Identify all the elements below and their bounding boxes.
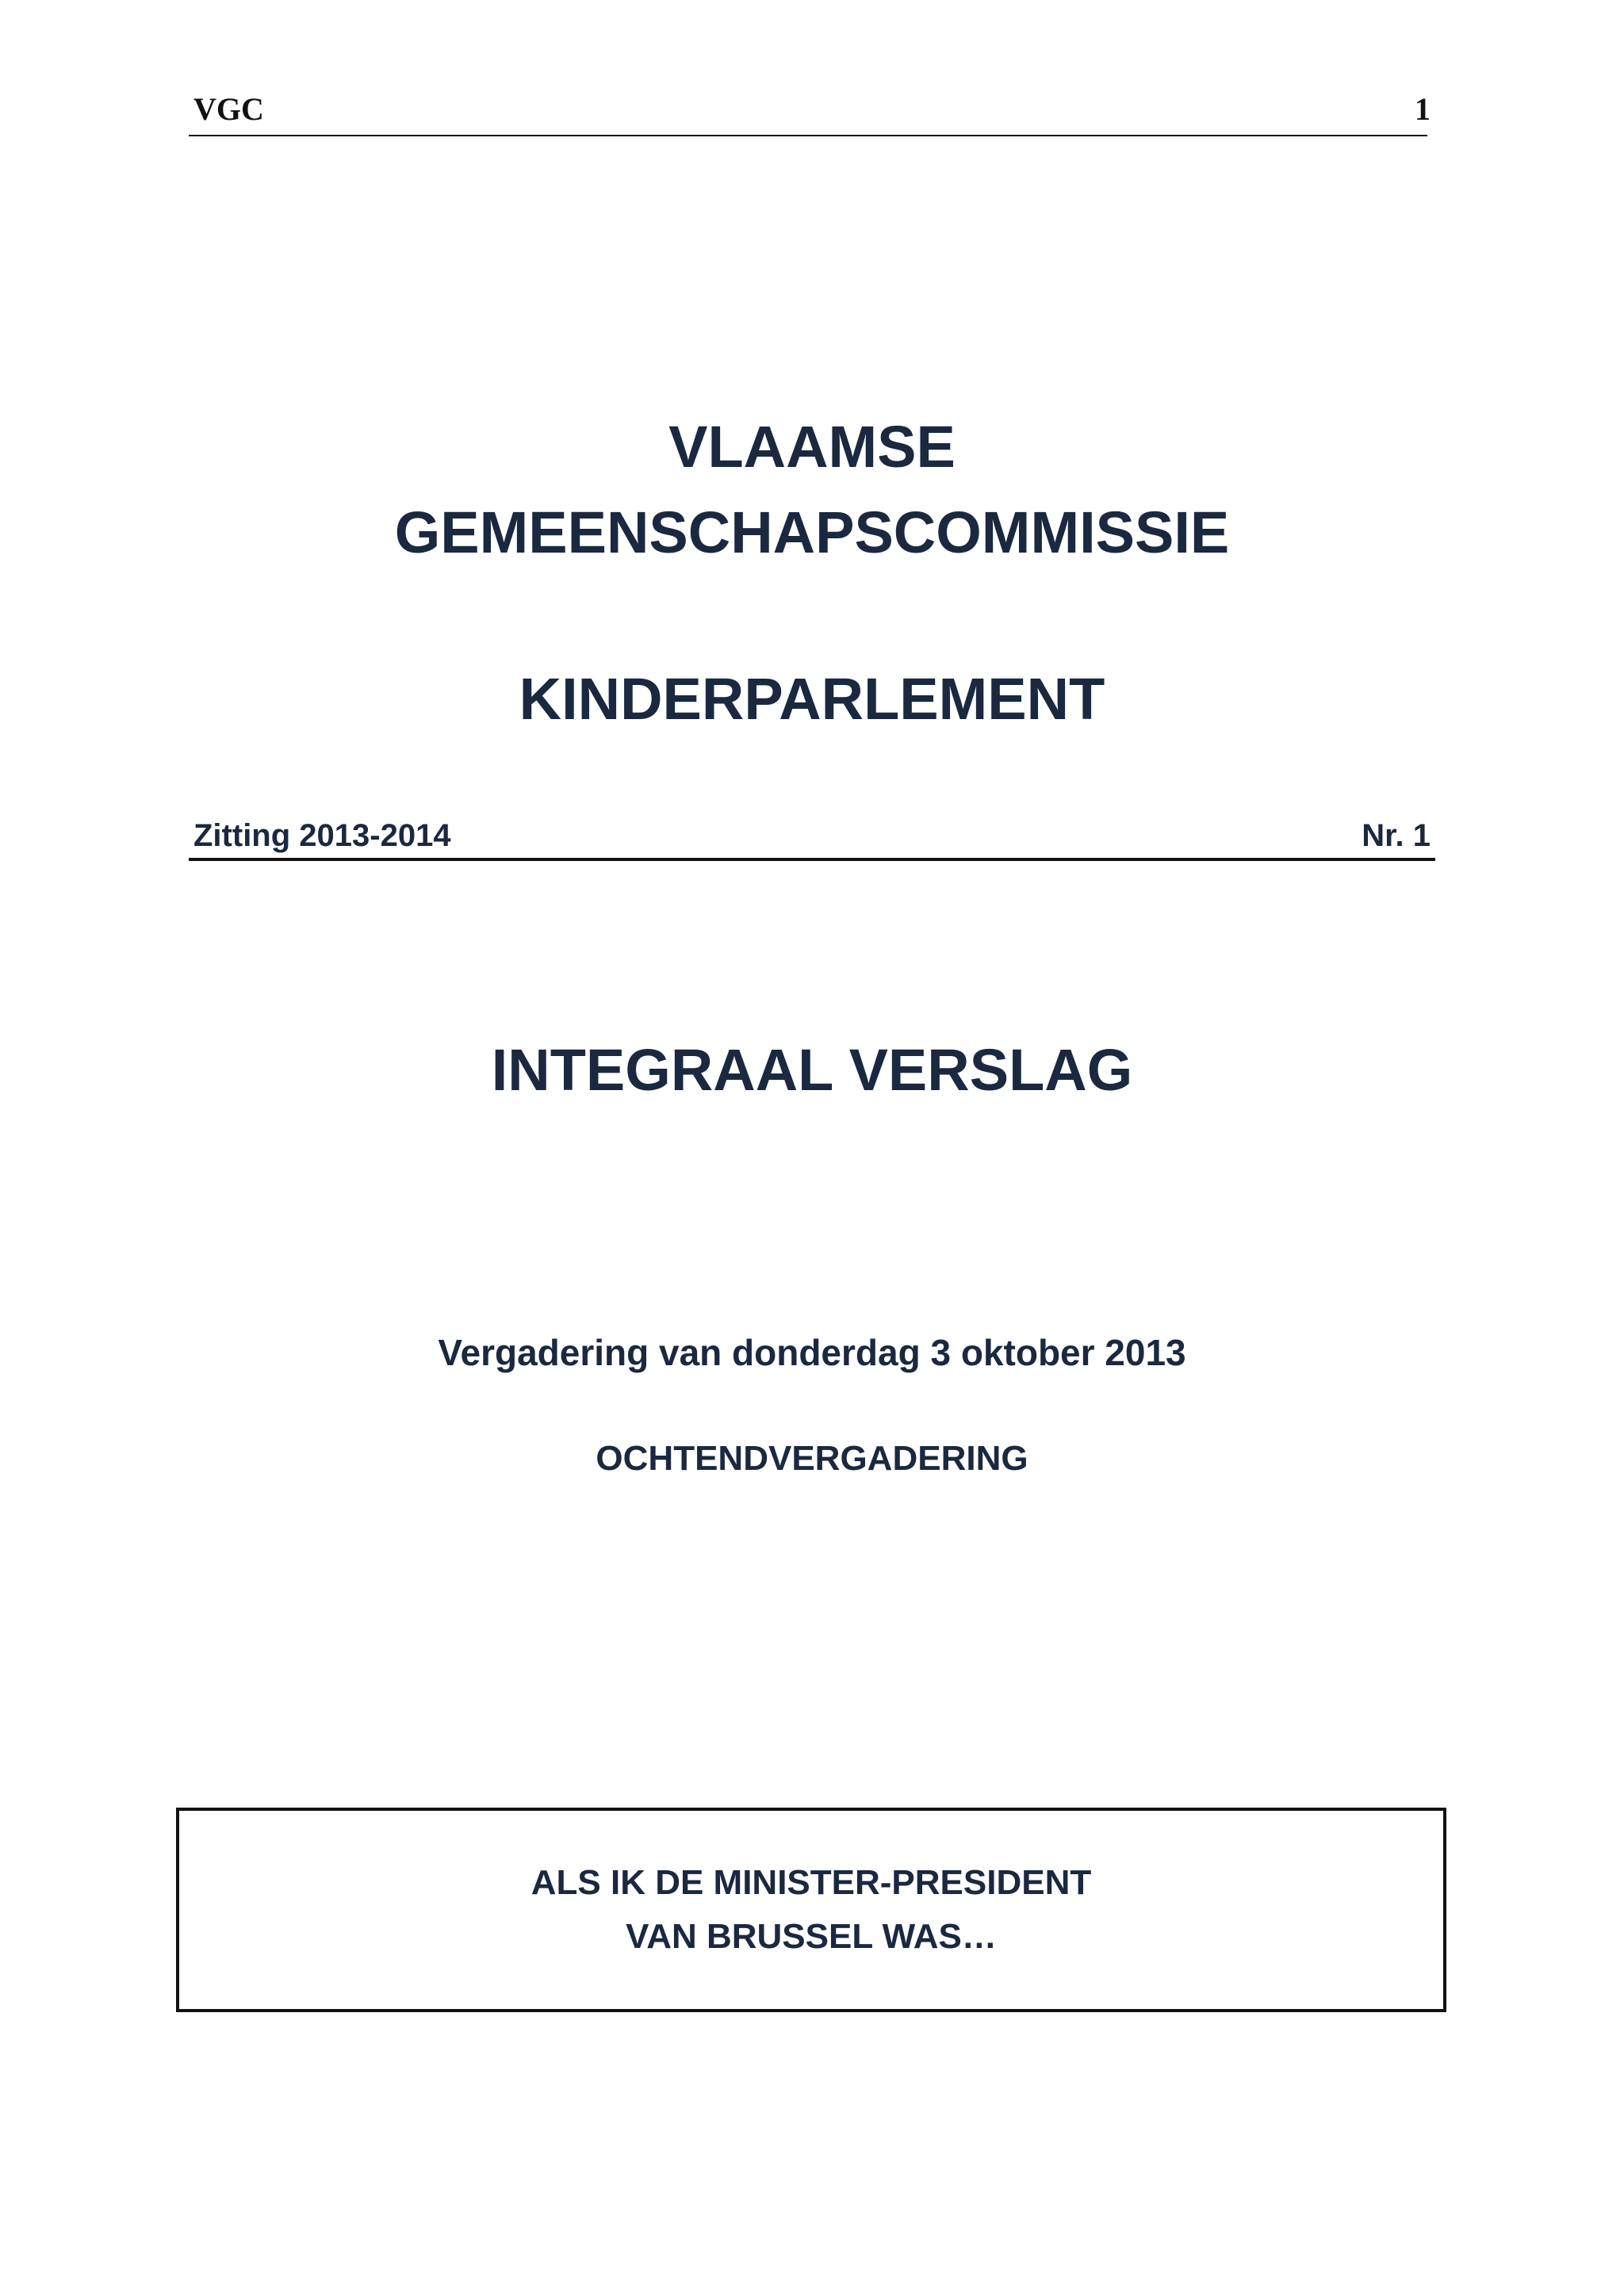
- header-organization: VGC: [193, 91, 264, 127]
- title-line-1: VLAAMSE: [668, 414, 956, 480]
- theme-box: [176, 1808, 1446, 2012]
- theme-line-1: ALS IK DE MINISTER-PRESIDENT: [530, 1863, 1092, 1902]
- page-number: 1: [1415, 91, 1431, 127]
- document-subtitle: KINDERPARLEMENT: [519, 666, 1105, 732]
- session-divider: [189, 858, 1435, 861]
- report-title: INTEGRAAL VERSLAG: [491, 1037, 1133, 1103]
- session-label: Zitting 2013-2014: [193, 818, 451, 853]
- theme-line-2: VAN BRUSSEL WAS…: [626, 1917, 997, 1956]
- meeting-date: Vergadering van donderdag 3 oktober 2013: [438, 1332, 1186, 1373]
- session-number: Nr. 1: [1362, 818, 1431, 853]
- meeting-part: OCHTENDVERGADERING: [596, 1439, 1028, 1478]
- document-title: [0, 404, 1624, 576]
- title-line-2: GEMEENSCHAPSCOMMISSIE: [394, 499, 1230, 565]
- header-divider: [189, 135, 1427, 136]
